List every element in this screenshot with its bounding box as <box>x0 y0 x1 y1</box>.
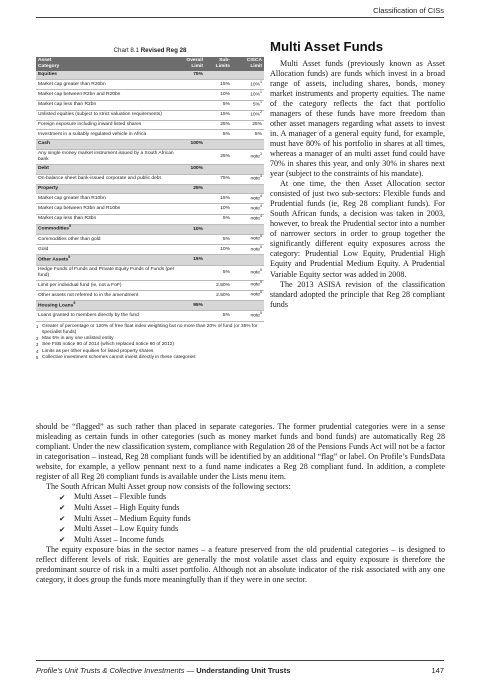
asset-category-cell: Market cap less than R3bn <box>36 214 178 224</box>
overall-limit-cell <box>178 245 205 255</box>
running-header: Classification of CISs <box>373 6 444 15</box>
sub-limit-cell: 15% <box>205 194 232 204</box>
sub-limit-cell: 10% <box>205 90 232 100</box>
overall-limit-cell <box>178 235 205 245</box>
overall-limit-cell <box>178 120 205 130</box>
chart-caption-title: Revised Reg 28 <box>140 47 187 54</box>
overall-limit-cell <box>178 280 205 290</box>
cisca-limit-cell: 5%$^1$ <box>232 100 264 110</box>
asset-category-cell: On-balance sheet bank-issued corporate and public debt <box>36 174 178 184</box>
asset-category-cell: Housing Loans$^5$ <box>36 301 178 311</box>
table-header-row <box>36 57 264 71</box>
article-full-width <box>36 422 445 585</box>
empty-cell <box>205 71 232 80</box>
header-asset-category: Asset Category <box>36 57 178 71</box>
sub-limit-cell: 25% <box>205 149 232 164</box>
overall-limit-cell <box>178 204 205 214</box>
asset-category-cell: Gold <box>36 245 178 255</box>
footer-book-title <box>36 666 290 675</box>
checkmark-icon: ✔ <box>59 492 66 502</box>
sub-limit-cell: 5% <box>205 214 232 224</box>
asset-category-cell: Commodities$^5$ <box>36 224 178 234</box>
page-number: 147 <box>431 666 444 675</box>
checkmark-icon: ✔ <box>59 513 66 523</box>
asset-category-cell: Foreign exposure including inward listed shares <box>36 120 178 130</box>
sub-limit-cell: 10% <box>205 245 232 255</box>
asset-category-cell: Market cap between R3bn and R10bn <box>36 204 178 214</box>
overall-limit-cell <box>178 291 205 301</box>
overall-limit-cell: 25% <box>178 184 205 194</box>
asset-category-cell: Debt <box>36 164 178 174</box>
table-section-row <box>36 71 264 80</box>
footnote: 4 Limits as per other equities for listed property shares <box>36 348 154 354</box>
sectors-intro: The South African Multi Asset group now consists of the following sectors: <box>46 482 291 492</box>
empty-cell <box>205 224 232 234</box>
sub-limit-cell: 15% <box>205 110 232 120</box>
asset-category-cell: Equities <box>36 71 178 80</box>
reg28-table <box>36 57 264 322</box>
table-section-row <box>36 184 264 194</box>
empty-cell <box>205 184 232 194</box>
list-item: ✔ Multi Asset – Low Equity funds <box>59 524 179 534</box>
footnote: 5 Collective investment schemes cannot invest directly in these categories <box>36 355 196 361</box>
asset-category-cell: Other assets not referred to in the amendment <box>36 291 178 301</box>
sub-limit-cell: 5% <box>205 100 232 110</box>
overall-limit-cell <box>178 214 205 224</box>
overall-limit-cell <box>178 80 205 90</box>
overall-limit-cell <box>178 130 205 140</box>
empty-cell <box>232 140 264 150</box>
footer-rule <box>36 660 444 661</box>
table-row <box>36 291 264 301</box>
overall-limit-cell <box>178 174 205 184</box>
asset-category-cell: Market cap less than R2bn <box>36 100 178 110</box>
footer-title: Profile’s Unit Trusts & Collective Investments — <box>36 666 195 675</box>
empty-cell <box>205 255 232 265</box>
cisca-limit-cell: note$^3$ <box>232 174 264 184</box>
overall-limit-cell: 95% <box>178 301 205 311</box>
cisca-limit-cell: note$^3$ <box>232 149 264 164</box>
empty-cell <box>232 164 264 174</box>
table-footnotes <box>36 324 264 361</box>
empty-cell <box>205 301 232 311</box>
sub-limit-cell: 5% <box>205 235 232 245</box>
asset-category-cell: Unlisted equities (subject to strict valuation requirements) <box>36 110 178 120</box>
overall-limit-cell <box>178 311 205 321</box>
cisca-limit-cell: note$^5$ <box>232 265 264 280</box>
table-row <box>36 235 264 245</box>
article-paragraph: At one time, the then Asset Allocation sector consisted of just two sub-sectors: Flexible funds and Prudential funds (ie, Reg 28 compliant funds). For South African funds, a decision was taken in 2003, however, to break the Prudential sector into a number of narrower sectors in order to group together the significantly different equity exposures across the category: Prudential Low Equity, Prudential High Equity and Prudential Medium Equity. A Prudential Variable Equity sector was added in 2008. <box>270 179 445 279</box>
table-row <box>36 110 264 120</box>
table-section-row <box>36 140 264 150</box>
footnote: 1 Greater of percentage or 120% of free float index weighting but no more than 20% of fund (or 35% for specialist funds) <box>36 323 258 335</box>
article-paragraph: Multi Asset funds (previously known as Asset Allocation funds) are funds which invest in a broad range of assets, including shares, bonds, money market instruments and property equities. The name of the category reflects the fact that portfolio managers of these funds have more freedom than other asset managers regarding what assets to invest in. A manager of a general equity fund, for example, must have 80% of his portfolio in shares at all times, whereas a manager of an multi asset fund could have 70% in shares this year, and only 30% in shares next year (subject to the constraints of his mandate). <box>270 58 445 179</box>
table-row <box>36 194 264 204</box>
asset-category-cell: Investment in a suitably regulated vehicle in Africa <box>36 130 178 140</box>
table-row <box>36 245 264 255</box>
asset-category-cell: Property <box>36 184 178 194</box>
overall-limit-cell: 10% <box>178 224 205 234</box>
empty-cell <box>232 224 264 234</box>
table-row <box>36 311 264 321</box>
cisca-limit-cell: 25% <box>232 120 264 130</box>
footnote: 3 See FSB notice 90 of 2014 (which replaced notice 80 of 2012) <box>36 342 174 348</box>
header-overall-limit: Overall Limit <box>178 57 205 71</box>
list-item: ✔ Multi Asset – Flexible funds <box>59 492 167 502</box>
overall-limit-cell <box>178 100 205 110</box>
empty-cell <box>205 140 232 150</box>
asset-category-cell: Hedge Funds of Funds and Private Equity Funds of Funds (per fund) <box>36 265 178 280</box>
cisca-limit-cell: note$^4$ <box>232 194 264 204</box>
cisca-limit-cell: 10%$^2$ <box>232 110 264 120</box>
table-section-row <box>36 224 264 234</box>
overall-limit-cell: 15% <box>178 255 205 265</box>
overall-limit-cell <box>178 90 205 100</box>
table-row <box>36 90 264 100</box>
empty-cell <box>232 71 264 80</box>
table-row <box>36 149 264 164</box>
overall-limit-cell: 100% <box>178 140 205 150</box>
overall-limit-cell <box>178 265 205 280</box>
table-body <box>36 71 264 322</box>
asset-category-cell: Cash <box>36 140 178 150</box>
sector-list <box>59 492 445 545</box>
overall-limit-cell: 75% <box>178 71 205 80</box>
table-row <box>36 120 264 130</box>
table-row <box>36 204 264 214</box>
article-paragraph-continuation: should be “flagged” as such rather than placed in separate categories. The former prudential categories were in a sense misleading as certain funds in other categories (such as money market funds and bond funds) are automatically Reg 28 compliant. Under the new classification system, compliance with Regulation 28 of the Pensions Funds Act will not be a factor in categorisation – instead, Reg 28 compliant funds will be identified by an additional “flag” or label. On Profile’s FundsData website, for example, a yellow pennant next to a fund name indicates a Reg 28 compliant fund. In addition, a complete register of all Reg 28 compliant funds is available under the Lists menu item. <box>36 422 445 482</box>
table-section-row <box>36 255 264 265</box>
cisca-limit-cell: note$^5$ <box>232 291 264 301</box>
sub-limit-cell: 10% <box>205 204 232 214</box>
sub-limit-cell: 5% <box>205 311 232 321</box>
empty-cell <box>205 164 232 174</box>
article-paragraph-closing: The equity exposure bias in the sector names – a feature preserved from the old prudential categories – is designed to reflect different levels of risk. Equities are generally the most volatile asset class and equity exposure is therefore the predominant source of risk in a multi asset portfolio. Although not an absolute indicator of the risk associated with any one category, it does group the funds more meaningfully than if they were in one sector. <box>36 545 445 585</box>
sub-limit-cell: 75% <box>205 174 232 184</box>
sub-limit-cell: 5% <box>205 130 232 140</box>
cisca-limit-cell: note$^5$ <box>232 245 264 255</box>
sub-limit-cell: 2.50% <box>205 280 232 290</box>
cisca-limit-cell: note$^5$ <box>232 280 264 290</box>
table-row <box>36 130 264 140</box>
footer-subtitle: Understanding Unit Trusts <box>196 666 291 675</box>
sub-limit-cell: 2.50% <box>205 291 232 301</box>
asset-category-cell: Other Assets$^5$ <box>36 255 178 265</box>
cisca-limit-cell: 10%$^1$ <box>232 90 264 100</box>
empty-cell <box>232 255 264 265</box>
table-row <box>36 80 264 90</box>
cisca-limit-cell: 10%$^1$ <box>232 80 264 90</box>
asset-category-cell: Any single money market instrument issued by a South African bank <box>36 149 178 164</box>
cisca-limit-cell: note$^5$ <box>232 311 264 321</box>
table-row <box>36 100 264 110</box>
list-item: ✔ Multi Asset – Income funds <box>59 534 164 545</box>
checkmark-icon: ✔ <box>59 535 66 545</box>
asset-category-cell: Limit per individual fund (ie, not a FoF) <box>36 280 178 290</box>
cisca-limit-cell: note$^4$ <box>232 214 264 224</box>
overall-limit-cell <box>178 110 205 120</box>
list-item: ✔ Multi Asset – Medium Equity funds <box>59 513 191 523</box>
asset-category-cell: Market cap greater than R20bn <box>36 80 178 90</box>
sub-limit-cell: 15% <box>205 80 232 90</box>
article-column <box>270 40 445 310</box>
table-row <box>36 280 264 290</box>
header-rule <box>36 17 444 18</box>
footnote: 2 Max 5% in any one unlisted entity <box>36 335 114 341</box>
chart-caption-prefix: Chart 8.1 <box>113 47 139 54</box>
cisca-limit-cell: note$^4$ <box>232 204 264 214</box>
cisca-limit-cell: note$^5$ <box>232 235 264 245</box>
table-row <box>36 265 264 280</box>
asset-category-cell: Commodities other than gold <box>36 235 178 245</box>
sub-limit-cell: 5% <box>205 265 232 280</box>
asset-category-cell: Loans granted to members directly by the fund <box>36 311 178 321</box>
table-row <box>36 214 264 224</box>
cisca-limit-cell: 5% <box>232 130 264 140</box>
header-cisca-limit: CISCA Limit <box>232 57 264 71</box>
table-section-row <box>36 301 264 311</box>
checkmark-icon: ✔ <box>59 524 66 534</box>
header-sub-limits: Sub- Limits <box>205 57 232 71</box>
article-paragraph: The 2013 ASISA revision of the classification standard adopted the principle that Reg 28 compliant funds <box>270 279 445 309</box>
empty-cell <box>232 184 264 194</box>
overall-limit-cell <box>178 149 205 164</box>
chart-caption <box>36 47 264 54</box>
reg28-chart <box>36 47 264 361</box>
empty-cell <box>232 301 264 311</box>
overall-limit-cell <box>178 194 205 204</box>
list-item: ✔ Multi Asset – High Equity funds <box>59 502 180 513</box>
asset-category-cell: Market cap greater than R10bn <box>36 194 178 204</box>
article-title: Multi Asset Funds <box>270 39 384 54</box>
asset-category-cell: Market cap between R2bn and R20bn <box>36 90 178 100</box>
sub-limit-cell: 25% <box>205 120 232 130</box>
table-row <box>36 174 264 184</box>
table-section-row <box>36 164 264 174</box>
checkmark-icon: ✔ <box>59 503 66 513</box>
overall-limit-cell: 100% <box>178 164 205 174</box>
